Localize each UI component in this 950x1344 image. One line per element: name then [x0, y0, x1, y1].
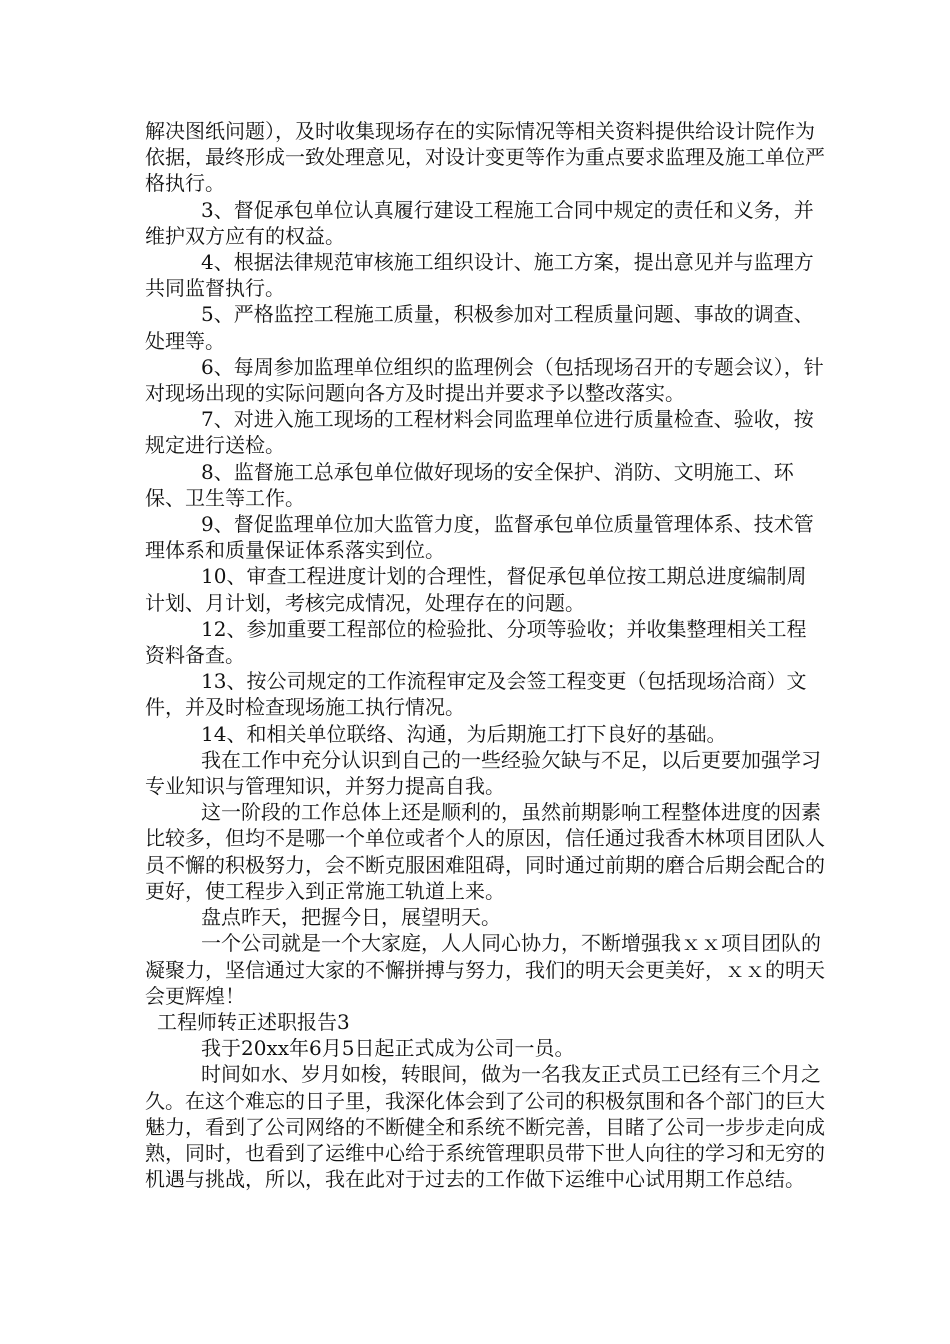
paragraph: 13、按公司规定的工作流程审定及会签工程变更（包括现场洽商）文件，并及时检查现场施工执行情况。	[145, 669, 807, 720]
paragraph: 4、根据法律规范审核施工组织设计、施工方案，提出意见并与监理方共同监督执行。	[145, 250, 814, 301]
paragraph: 6、每周参加监理单位组织的监理例会（包括现场召开的专题会议），针对现场出现的实际问题向各方及时提出并要求予以整改落实。	[145, 354, 824, 406]
paragraph: 8、监督施工总承包单位做好现场的安全保护、消防、文明施工、环保、卫生等工作。	[145, 459, 794, 510]
paragraph: 14、和相关单位联络、沟通，为后期施工打下良好的基础。	[201, 721, 727, 746]
paragraph: 我于20xx年6月5日起正式成为公司一员。	[201, 1036, 575, 1061]
section-heading: 工程师转正述职报告3	[157, 1009, 350, 1034]
paragraph: 3、督促承包单位认真履行建设工程施工合同中规定的责任和义务，并维护双方应有的权益。	[145, 197, 814, 248]
paragraph: 一个公司就是一个大家庭，人人同心协力，不断增强我ｘｘ项目团队的凝聚力，坚信通过大家的不懈拼搏与努力，我们的明天会更美好，ｘｘ的明天会更辉煌！	[145, 931, 825, 1008]
paragraph: 这一阶段的工作总体上还是顺利的，虽然前期影响工程整体进度的因素比较多，但均不是哪一个单位或者个人的原因，信任通过我香木林项目团队人员不懈的积极努力，会不断克服困难阻碍，同时通过前期的磨合后期会配合的更好，使工程步入到正常施工轨道上来。	[145, 800, 825, 903]
paragraph: 10、审查工程进度计划的合理性，督促承包单位按工期总进度编制周计划、月计划，考核完成情况，处理存在的问题。	[145, 564, 807, 615]
paragraph: 12、参加重要工程部位的检验批、分项等验收；并收集整理相关工程资料备查。	[145, 616, 807, 668]
paragraph: 9、督促监理单位加大监管力度，监督承包单位质量管理体系、技术管理体系和质量保证体系落实到位。	[145, 512, 814, 563]
paragraph: 时间如水、岁月如梭，转眼间，做为一名我友正式员工已经有三个月之久。在这个难忘的日子里，我深化体会到了公司的积极氛围和各个部门的巨大魅力，看到了公司网络的不断健全和系统不断完善，目睹了公司一步步走向成熟，同时，也看到了运维中心给于系统管理职员带下世人向往的学习和无穷的机遇与挑战，所以，我在此对于过去的工作做下运维中心试用期工作总结。	[145, 1062, 825, 1192]
document-body	[145, 118, 825, 1192]
paragraph: 解决图纸问题），及时收集现场存在的实际情况等相关资料提供给设计院作为依据，最终形成一致处理意见，对设计变更等作为重点要求监理及施工单位严格执行。	[145, 119, 825, 196]
paragraph: 5、严格监控工程施工质量，积极参加对工程质量问题、事故的调查、处理等。	[145, 302, 814, 353]
paragraph: 盘点昨天，把握今日，展望明天。	[201, 905, 501, 930]
paragraph: 7、对进入施工现场的工程材料会同监理单位进行质量检查、验收，按规定进行送检。	[145, 407, 814, 458]
paragraph: 我在工作中充分认识到自己的一些经验欠缺与不足，以后更要加强学习专业知识与管理知识，并努力提高自我。	[145, 747, 821, 799]
